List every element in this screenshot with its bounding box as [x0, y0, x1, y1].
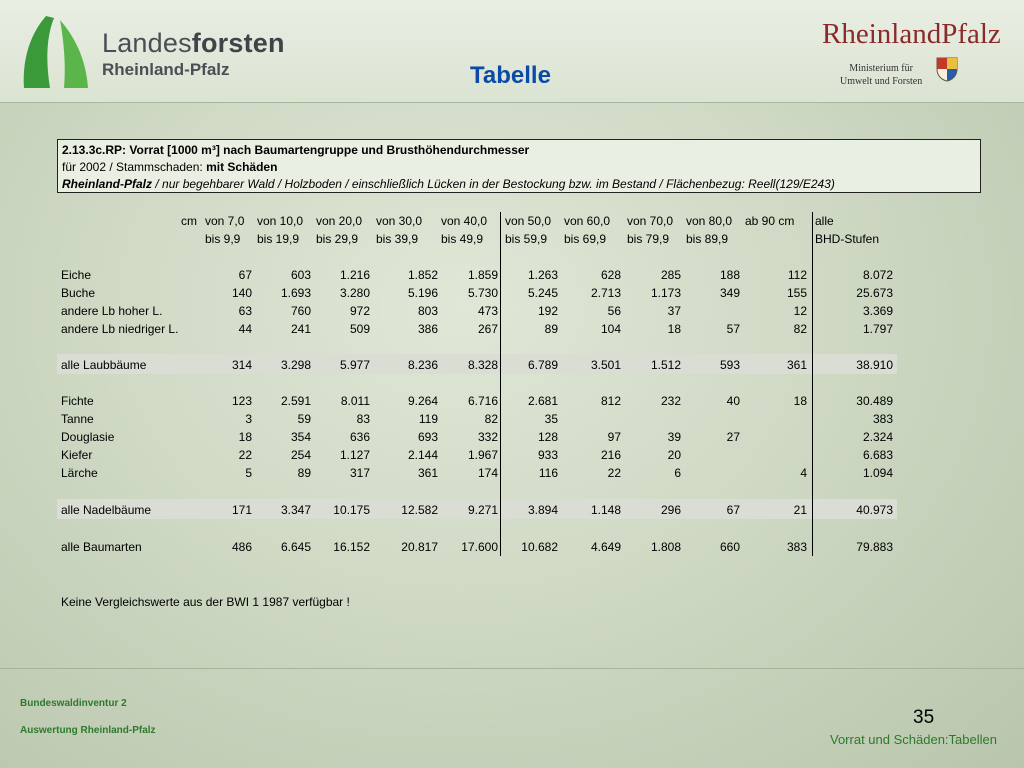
column-divider	[812, 212, 813, 556]
table-cell: 386	[417, 322, 438, 336]
table-cell: 25.673	[856, 286, 893, 300]
table-cell: 9.271	[467, 503, 498, 517]
table-scope: Rheinland-Pfalz / nur begehbarer Wald / Holzboden / einschließlich Lücken in der Bestockung bzw. im Bestand / Flächenbezug: Reell(129/E243)	[62, 177, 835, 191]
column-header-bottom: bis 79,9	[627, 232, 670, 246]
column-header-top: von 7,0	[205, 214, 245, 228]
table-note: Keine Vergleichswerte aus der BWI 1 1987 verfügbar !	[61, 595, 350, 609]
table-description	[57, 139, 981, 193]
table-cell: 57	[726, 322, 740, 336]
logo-subtext: Rheinland-Pfalz	[102, 60, 230, 79]
table-cell: 216	[600, 448, 621, 462]
table-cell: 59	[297, 412, 311, 426]
table-cell: 2.681	[527, 394, 558, 408]
table-cell: 116	[538, 466, 558, 480]
table-cell: 82	[793, 322, 807, 336]
table-cell: 8.236	[407, 358, 438, 372]
column-header-top: von 50,0	[505, 214, 552, 228]
page-number: 35	[913, 707, 935, 728]
table-cell: 314	[231, 358, 252, 372]
table-cell: 37	[667, 304, 681, 318]
table-cell: 40.973	[856, 503, 893, 517]
table-cell: 3.298	[280, 358, 311, 372]
table-cell: 27	[726, 430, 740, 444]
table-cell: 5.977	[339, 358, 370, 372]
row-label: Eiche	[61, 268, 92, 282]
column-header-bottom: bis 29,9	[316, 232, 359, 246]
table-cell: 89	[544, 322, 558, 336]
table-cell: 140	[231, 286, 252, 300]
ministry-name: Ministerium für Umwelt und Forsten	[840, 63, 923, 87]
table-cell: 40	[726, 394, 740, 408]
table-cell: 82	[484, 412, 498, 426]
table-cell: 67	[726, 503, 740, 517]
row-label: Fichte	[61, 394, 94, 408]
row-label: Kiefer	[61, 448, 93, 462]
table-cell: 383	[872, 412, 893, 426]
row-label: alle Nadelbäume	[61, 503, 152, 517]
column-header-top: ab 90 cm	[745, 214, 795, 228]
table-cell: 56	[607, 304, 621, 318]
table-cell: 188	[719, 268, 740, 282]
table-cell: 232	[660, 394, 681, 408]
table-cell: 3.501	[590, 358, 621, 372]
table-cell: 123	[231, 394, 252, 408]
column-header-bottom: bis 39,9	[376, 232, 419, 246]
table-cell: 241	[290, 322, 311, 336]
table-cell: 603	[290, 268, 311, 282]
table-cell: 6.789	[527, 358, 558, 372]
table-cell: 628	[600, 268, 621, 282]
row-label: alle Laubbäume	[61, 358, 147, 372]
table-cell: 97	[607, 430, 621, 444]
table-cell: 20	[667, 448, 681, 462]
table-cell: 38.910	[856, 358, 893, 372]
table-cell: 760	[290, 304, 311, 318]
table-cell: 6.716	[467, 394, 498, 408]
table-cell: 112	[787, 268, 807, 282]
table-cell: 812	[600, 394, 621, 408]
row-label: Buche	[61, 286, 96, 300]
table-cell: 3	[245, 412, 252, 426]
column-header-top: alle	[815, 214, 834, 228]
table-cell: 349	[719, 286, 740, 300]
table-cell: 30.489	[856, 394, 893, 408]
table-cell: 44	[238, 322, 252, 336]
table-cell: 332	[477, 430, 498, 444]
table-cell: 972	[349, 304, 370, 318]
column-header-bottom: bis 89,9	[686, 232, 729, 246]
table-cell: 2.591	[280, 394, 311, 408]
table-cell: 383	[786, 540, 807, 554]
table-cell: 693	[417, 430, 438, 444]
table-cell: 8.328	[467, 358, 498, 372]
table-cell: 285	[660, 268, 681, 282]
table-cell: 83	[356, 412, 370, 426]
table-cell: 79.883	[856, 540, 893, 554]
landesforsten-logo-icon	[16, 12, 94, 92]
table-cell: 6.683	[862, 448, 893, 462]
table-cell: 4	[800, 466, 807, 480]
page-title: Tabelle	[470, 62, 551, 89]
unit-label: cm	[181, 214, 197, 228]
table-cell: 104	[600, 322, 621, 336]
table-cell: 18	[793, 394, 807, 408]
footer-divider	[0, 668, 1024, 669]
table-cell: 1.693	[280, 286, 311, 300]
table-cell: 2.144	[407, 448, 438, 462]
table-cell: 12	[793, 304, 807, 318]
table-cell: 171	[231, 503, 252, 517]
table-cell: 3.894	[527, 503, 558, 517]
table-cell: 6	[674, 466, 681, 480]
table-cell: 1.263	[527, 268, 558, 282]
table-cell: 2.324	[862, 430, 893, 444]
row-label: andere Lb niedriger L.	[61, 322, 179, 336]
column-header-top: von 10,0	[257, 214, 304, 228]
table-cell: 39	[667, 430, 681, 444]
table-cell: 192	[537, 304, 558, 318]
table-cell: 10.682	[521, 540, 558, 554]
table-cell: 16.152	[333, 540, 370, 554]
table-cell: 174	[477, 466, 498, 480]
table-cell: 803	[417, 304, 438, 318]
table-cell: 593	[719, 358, 740, 372]
table-cell: 509	[349, 322, 370, 336]
table-cell: 296	[660, 503, 681, 517]
table-cell: 1.967	[467, 448, 498, 462]
table-cell: 361	[417, 466, 438, 480]
table-cell: 3.280	[339, 286, 370, 300]
table-cell: 18	[238, 430, 252, 444]
column-header-top: von 30,0	[376, 214, 423, 228]
logo-text: Landesforsten	[102, 28, 285, 58]
row-label: Tanne	[61, 412, 94, 426]
column-header-top: von 20,0	[316, 214, 363, 228]
table-cell: 1.852	[407, 268, 438, 282]
table-cell: 17.600	[461, 540, 498, 554]
row-label: andere Lb hoher L.	[61, 304, 163, 318]
column-header-bottom: BHD-Stufen	[815, 232, 880, 246]
table-cell: 317	[349, 466, 370, 480]
table-cell: 1.859	[467, 268, 498, 282]
table-cell: 1.512	[650, 358, 681, 372]
table-cell: 5.730	[467, 286, 498, 300]
table-cell: 1.173	[650, 286, 681, 300]
row-label: Lärche	[61, 466, 98, 480]
column-header-top: von 70,0	[627, 214, 674, 228]
table-cell: 18	[667, 322, 681, 336]
table-cell: 10.175	[333, 503, 370, 517]
column-header-top: von 60,0	[564, 214, 611, 228]
table-cell: 5	[245, 466, 252, 480]
table-cell: 267	[477, 322, 498, 336]
row-label: Douglasie	[61, 430, 115, 444]
table-cell: 486	[231, 540, 252, 554]
table-cell: 5.245	[527, 286, 558, 300]
slide-header	[0, 0, 1024, 103]
table-cell: 1.094	[862, 466, 893, 480]
table-cell: 22	[607, 466, 621, 480]
table-subheading: für 2002 / Stammschaden: mit Schäden	[62, 160, 278, 174]
table-cell: 1.808	[650, 540, 681, 554]
column-header-bottom: bis 19,9	[257, 232, 300, 246]
column-header-bottom: bis 49,9	[441, 232, 484, 246]
table-cell: 12.582	[401, 503, 438, 517]
table-cell: 128	[537, 430, 558, 444]
table-cell: 1.797	[862, 322, 893, 336]
table-cell: 63	[238, 304, 252, 318]
column-header-top: von 40,0	[441, 214, 488, 228]
table-cell: 6.645	[280, 540, 311, 554]
column-header-bottom: bis 69,9	[564, 232, 607, 246]
table-cell: 35	[544, 412, 558, 426]
table-cell: 67	[238, 268, 252, 282]
table-cell: 8.072	[862, 268, 893, 282]
footer-project: Bundeswaldinventur 2	[20, 698, 127, 709]
footer-section: Vorrat und Schäden:Tabellen	[830, 732, 997, 747]
table-heading: 2.13.3c.RP: Vorrat [1000 m³] nach Baumartengruppe und Brusthöhendurchmesser	[62, 143, 530, 157]
column-header-bottom: bis 59,9	[505, 232, 548, 246]
table-cell: 5.196	[407, 286, 438, 300]
table-cell: 21	[793, 503, 807, 517]
table-cell: 354	[290, 430, 311, 444]
row-label: alle Baumarten	[61, 540, 142, 554]
column-header-bottom: bis 9,9	[205, 232, 241, 246]
coat-of-arms-icon	[935, 56, 959, 82]
table-cell: 8.011	[340, 394, 370, 408]
table-cell: 4.649	[590, 540, 621, 554]
table-cell: 119	[418, 412, 438, 426]
table-cell: 20.817	[401, 540, 438, 554]
table-cell: 361	[786, 358, 807, 372]
table-cell: 1.148	[590, 503, 621, 517]
table-cell: 933	[537, 448, 558, 462]
table-cell: 3.369	[862, 304, 893, 318]
table-cell: 1.216	[339, 268, 370, 282]
table-cell: 9.264	[407, 394, 438, 408]
table-cell: 636	[349, 430, 370, 444]
footer-evaluation: Auswertung Rheinland-Pfalz	[20, 725, 156, 736]
table-cell: 22	[238, 448, 252, 462]
table-cell: 89	[297, 466, 311, 480]
table-cell: 2.713	[590, 286, 621, 300]
table-cell: 473	[477, 304, 498, 318]
table-cell: 660	[719, 540, 740, 554]
table-cell: 3.347	[280, 503, 311, 517]
table-cell: 254	[290, 448, 311, 462]
table-cell: 155	[786, 286, 807, 300]
rlp-brand-logo: RheinlandPfalz	[822, 18, 1001, 50]
table-cell: 1.127	[339, 448, 370, 462]
column-header-top: von 80,0	[686, 214, 733, 228]
